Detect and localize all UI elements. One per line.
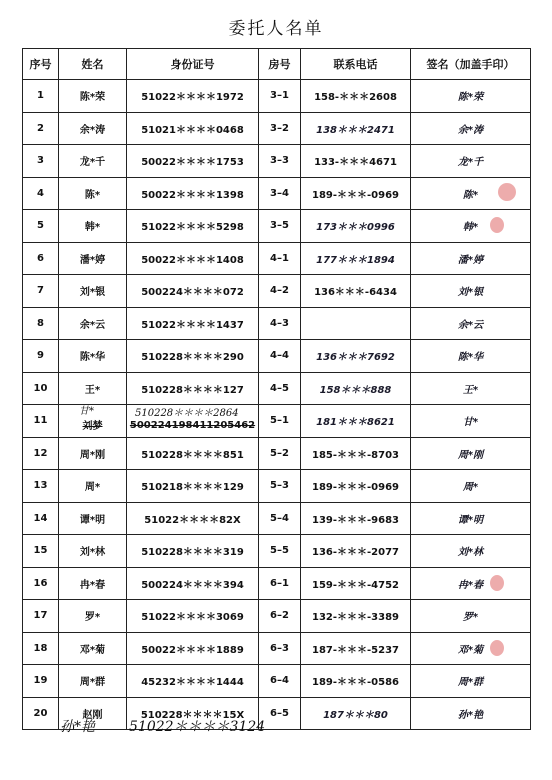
row-no: 2 [23,112,59,145]
row-no: 16 [23,567,59,600]
row-name-note: 甘* [79,406,94,417]
table-row [23,437,531,470]
row-phone: 185-＊＊＊-8703 [301,437,411,470]
row-id: 510228＊＊＊＊851 [127,437,259,470]
row-id: 50022＊＊＊＊1398 [127,177,259,210]
header-sign: 签名（加盖手印） [411,49,531,80]
row-no: 19 [23,665,59,698]
table-row [23,340,531,373]
row-name: 王* [59,372,127,405]
row-room: 4–1 [259,242,301,275]
row-name: 周*刚 [59,437,127,470]
table-row [23,80,531,113]
row-phone: 132-＊＊＊-3389 [301,600,411,633]
row-id: 50022＊＊＊＊1753 [127,145,259,178]
row-no: 8 [23,307,59,340]
page-title: 委托人名单 [228,19,324,39]
table-row [23,632,531,665]
row-room: 5–1 [259,405,301,438]
row-phone: 133-＊＊＊4671 [301,145,411,178]
row-room: 4–4 [259,340,301,373]
table-row [23,307,531,340]
row-name: 潘*婷 [59,242,127,275]
header-name: 姓名 [59,49,127,80]
row-phone: 136-＊＊＊-2077 [301,535,411,568]
row-phone: 136＊＊＊-6434 [301,275,411,308]
row-no: 11 [23,405,59,438]
row-name: 刘*银 [59,275,127,308]
row-signature-cell [411,632,531,665]
thumbprint-stamp [490,217,504,233]
row-name: 周*群 [59,665,127,698]
row-room: 3–1 [259,80,301,113]
row-name: 余*云 [59,307,127,340]
row-name: 陈* [59,177,127,210]
row-signature: 陈* [462,189,479,201]
row-signature: 王* [411,372,531,405]
thumbprint-stamp [490,640,504,656]
row-phone: 173＊＊＊0996 [301,210,411,243]
row-name: 谭*明 [59,502,127,535]
row-id: 510228＊＊＊＊15X [127,697,259,730]
table-row [23,177,531,210]
row-room: 4–2 [259,275,301,308]
row-room: 3–2 [259,112,301,145]
row-signature: 孙*艳 [411,697,531,730]
row-signature: 刘*林 [411,535,531,568]
row-signature-cell [411,210,531,243]
header-row [23,49,531,80]
row-name: 邓*菊 [59,632,127,665]
row-name: 罗* [59,600,127,633]
table-row [23,210,531,243]
row-id: 510228＊＊＊＊319 [127,535,259,568]
row-no: 7 [23,275,59,308]
row-id: 51022＊＊＊＊5298 [127,210,259,243]
row-signature: 余*涛 [411,112,531,145]
header-room: 房号 [259,49,301,80]
row-signature: 谭*明 [411,502,531,535]
row-id: 510218＊＊＊＊129 [127,470,259,503]
row-room: 5–4 [259,502,301,535]
table-row [23,665,531,698]
row-signature: 陈*华 [411,340,531,373]
row-name: 刘梦 [82,421,103,433]
table-row [23,242,531,275]
row-phone: 189-＊＊＊-0969 [301,177,411,210]
row-phone: 189-＊＊＊-0969 [301,470,411,503]
footer-name: 孙*艳 [60,719,95,735]
row-id-cell [127,405,259,438]
row-signature: 罗* [411,600,531,633]
row-signature-cell [411,177,531,210]
roster-table [22,48,531,730]
row-name: 陈*荣 [59,80,127,113]
row-id: 51022＊＊＊＊3069 [127,600,259,633]
row-no: 14 [23,502,59,535]
row-room: 6–1 [259,567,301,600]
row-id: 500224＊＊＊＊394 [127,567,259,600]
row-name: 冉*春 [59,567,127,600]
header-id: 身份证号 [127,49,259,80]
row-no: 6 [23,242,59,275]
table-row [23,405,531,438]
row-id-note: 510228＊＊＊＊2864 [135,408,239,419]
row-id: 51022＊＊＊＊1437 [127,307,259,340]
row-room: 4–5 [259,372,301,405]
row-signature-cell [411,567,531,600]
row-id: 51022＊＊＊＊1972 [127,80,259,113]
row-signature: 甘* [411,405,531,438]
row-id: 50022＊＊＊＊1408 [127,242,259,275]
table-row [23,275,531,308]
thumbprint-stamp [498,183,516,201]
row-signature: 韩* [462,222,479,234]
row-name: 陈*华 [59,340,127,373]
row-room: 4–3 [259,307,301,340]
row-phone: 158＊＊＊888 [301,372,411,405]
row-signature: 潘*婷 [411,242,531,275]
row-phone: 159-＊＊＊-4752 [301,567,411,600]
row-signature: 周*刚 [411,437,531,470]
row-no: 20 [23,697,59,730]
row-phone: 138＊＊＊2471 [301,112,411,145]
row-room: 3–4 [259,177,301,210]
row-id: 500224198411205462 [129,420,256,432]
row-no: 18 [23,632,59,665]
table-row [23,567,531,600]
row-room: 6–5 [259,697,301,730]
row-signature: 冉*春 [457,579,484,591]
row-id: 51022＊＊＊＊82X [127,502,259,535]
row-no: 1 [23,80,59,113]
table-row [23,535,531,568]
row-phone: 136＊＊＊7692 [301,340,411,373]
row-no: 15 [23,535,59,568]
table-row [23,600,531,633]
row-room: 6–3 [259,632,301,665]
row-phone: 158-＊＊＊2608 [301,80,411,113]
row-no: 9 [23,340,59,373]
row-name: 韩* [59,210,127,243]
row-id: 510228＊＊＊＊127 [127,372,259,405]
table-row [23,372,531,405]
row-room: 5–5 [259,535,301,568]
row-no: 10 [23,372,59,405]
row-room: 5–2 [259,437,301,470]
row-phone: 177＊＊＊1894 [301,242,411,275]
row-name: 余*涛 [59,112,127,145]
row-room: 6–2 [259,600,301,633]
row-name-cell [59,405,127,438]
row-room: 3–3 [259,145,301,178]
row-signature: 邓*菊 [457,644,484,656]
footer-id: 51022＊＊＊＊3124 [129,719,266,735]
thumbprint-stamp [490,575,504,591]
row-phone [301,307,411,340]
handwritten-footer-note [60,716,265,736]
row-no: 12 [23,437,59,470]
row-no: 17 [23,600,59,633]
row-phone: 139-＊＊＊-9683 [301,502,411,535]
row-phone: 187＊＊＊80 [301,697,411,730]
row-id: 510228＊＊＊＊290 [127,340,259,373]
header-phone: 联系电话 [301,49,411,80]
row-phone: 189-＊＊＊-0586 [301,665,411,698]
row-signature: 龙*千 [411,145,531,178]
row-id: 51021＊＊＊＊0468 [127,112,259,145]
row-room: 3–5 [259,210,301,243]
row-no: 4 [23,177,59,210]
row-name: 龙*千 [59,145,127,178]
row-phone: 187-＊＊＊-5237 [301,632,411,665]
row-phone: 181＊＊＊8621 [301,405,411,438]
row-id: 50022＊＊＊＊1889 [127,632,259,665]
header-no: 序号 [23,49,59,80]
row-name: 刘*林 [59,535,127,568]
row-name: 赵刚 [59,697,127,730]
table-row [23,112,531,145]
row-signature: 刘*银 [411,275,531,308]
row-name: 周* [59,470,127,503]
row-signature: 周* [411,470,531,503]
table-row [23,470,531,503]
row-signature: 陈*荣 [411,80,531,113]
row-no: 5 [23,210,59,243]
row-signature: 余*云 [411,307,531,340]
row-signature: 周*群 [411,665,531,698]
row-room: 6–4 [259,665,301,698]
row-id: 500224＊＊＊＊072 [127,275,259,308]
row-id: 45232＊＊＊＊1444 [127,665,259,698]
row-no: 13 [23,470,59,503]
row-room: 5–3 [259,470,301,503]
table-row [23,145,531,178]
row-no: 3 [23,145,59,178]
table-row [23,502,531,535]
